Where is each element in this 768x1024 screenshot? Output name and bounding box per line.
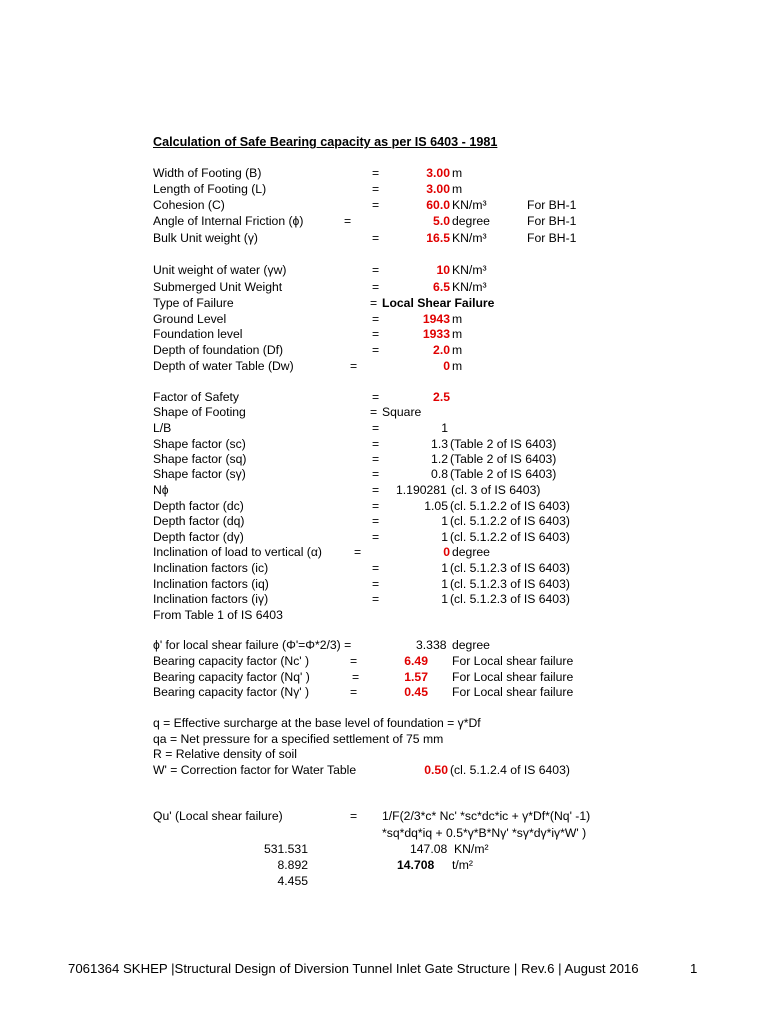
value-phi-prime: 3.338	[416, 638, 447, 652]
value-inclination-ig: 1	[441, 592, 448, 606]
definition-r: R = Relative density of soil	[153, 747, 297, 761]
value-n-phi: 1.190281	[396, 483, 447, 497]
unit: degree	[452, 545, 490, 559]
label-shape-sg: Shape factor (sγ)	[153, 467, 246, 481]
result-value: 8.892	[277, 858, 308, 872]
label-nq-prime: Bearing capacity factor (Nq' )	[153, 670, 310, 684]
eq: =	[344, 214, 352, 228]
page-title: Calculation of Safe Bearing capacity as per IS 6403 - 1981	[153, 135, 498, 149]
value-nc-prime: 6.49	[404, 654, 428, 668]
unit: KN/m³	[452, 231, 487, 245]
eq: =	[350, 809, 358, 823]
note: For BH-1	[527, 231, 577, 245]
value-angle: 5.0	[433, 214, 450, 228]
note: (cl. 5.1.2.2 of IS 6403)	[450, 499, 570, 513]
footer-text: 7061364 SKHEP |Structural Design of Diversion Tunnel Inlet Gate Structure | Rev.6 | August 2016	[68, 961, 639, 976]
unit: KN/m²	[454, 842, 489, 856]
value-shape-sg: 0.8	[431, 467, 448, 481]
eq: =	[372, 561, 380, 575]
note: (cl. 3 of IS 6403)	[451, 483, 541, 497]
eq: =	[372, 263, 380, 277]
note: (cl. 5.1.2.3 of IS 6403)	[450, 592, 570, 606]
eq: =	[372, 280, 380, 294]
value-inclination-load: 0	[443, 545, 450, 559]
unit: t/m²	[452, 858, 473, 872]
eq: =	[372, 231, 380, 245]
note: For Local shear failure	[452, 670, 574, 684]
note: (Table 2 of IS 6403)	[450, 452, 557, 466]
label-inclination-load: Inclination of load to vertical (α)	[153, 545, 322, 559]
label-shape-footing: Shape of Footing	[153, 405, 246, 419]
value-width: 3.00	[426, 166, 450, 180]
label-bulk-unit-weight: Bulk Unit weight (γ)	[153, 231, 258, 245]
eq: =	[372, 499, 380, 513]
note: For Local shear failure	[452, 685, 574, 699]
eq: =	[372, 577, 380, 591]
value-w-prime: 0.50	[424, 763, 448, 777]
label-depth-water-table: Depth of water Table (Dw)	[153, 359, 294, 373]
note: (Table 2 of IS 6403)	[450, 437, 557, 451]
value-failure-type: Local Shear Failure	[382, 296, 495, 310]
note: For Local shear failure	[452, 654, 574, 668]
result-value: 531.531	[263, 842, 308, 856]
value-inclination-ic: 1	[441, 561, 448, 575]
eq: =	[372, 182, 380, 196]
unit: degree	[452, 214, 490, 228]
value-foundation-level: 1933	[422, 327, 450, 341]
unit: m	[452, 327, 463, 341]
unit: m	[452, 166, 463, 180]
page-number: 1	[690, 961, 698, 976]
eq: =	[372, 592, 380, 606]
label-ng-prime: Bearing capacity factor (Nγ' )	[153, 685, 310, 699]
label-width: Width of Footing (B)	[153, 166, 262, 180]
unit: m	[452, 359, 463, 373]
unit: KN/m³	[452, 280, 487, 294]
label-ground-level: Ground Level	[153, 312, 227, 326]
label-shape-sq: Shape factor (sq)	[153, 452, 247, 466]
eq: =	[350, 685, 358, 699]
eq: =	[372, 312, 380, 326]
formula-line-2: *sq*dq*iq + 0.5*γ*B*Nγ' *sγ*dγ*iγ*W' )	[382, 826, 587, 840]
unit: m	[452, 182, 463, 196]
label-water-weight: Unit weight of water (γw)	[153, 263, 287, 277]
formula-line-1: 1/F(2/3*c* Nc' *sc*dc*ic + γ*Df*(Nq' -1)	[382, 809, 591, 823]
eq: =	[372, 166, 380, 180]
note: (cl. 5.1.2.3 of IS 6403)	[450, 561, 570, 575]
value-water-weight: 10	[436, 263, 450, 277]
value-submerged: 6.5	[433, 280, 450, 294]
unit: degree	[452, 638, 490, 652]
note: (cl. 5.1.2.2 of IS 6403)	[450, 530, 570, 544]
eq: =	[350, 654, 358, 668]
unit: m	[452, 312, 463, 326]
eq: =	[354, 545, 362, 559]
note: For BH-1	[527, 198, 577, 212]
label-cohesion: Cohesion (C)	[153, 198, 225, 212]
label-inclination-ig: Inclination factors (iγ)	[153, 592, 269, 606]
eq: =	[372, 437, 380, 451]
result-tonne: 14.708	[397, 858, 435, 872]
label-inclination-ic: Inclination factors (ic)	[153, 561, 269, 575]
eq: =	[372, 530, 380, 544]
value-depth-dq: 1	[441, 514, 448, 528]
label-inclination-iq: Inclination factors (iq)	[153, 577, 269, 591]
result-kn: 147.08	[410, 842, 448, 856]
value-inclination-iq: 1	[441, 577, 448, 591]
label-depth-foundation: Depth of foundation (Df)	[153, 343, 284, 357]
eq: =	[372, 467, 380, 481]
label-from-table: From Table 1 of IS 6403	[153, 608, 283, 622]
value-depth-water-table: 0	[443, 359, 450, 373]
note: (cl. 5.1.2.3 of IS 6403)	[450, 577, 570, 591]
eq: =	[372, 421, 380, 435]
label-angle: Angle of Internal Friction (ϕ)	[153, 214, 304, 228]
label-length: Length of Footing (L)	[153, 182, 267, 196]
result-value: 4.455	[277, 874, 308, 888]
eq: =	[352, 670, 360, 684]
eq: =	[372, 327, 380, 341]
value-factor-safety: 2.5	[433, 390, 450, 404]
unit: m	[452, 343, 463, 357]
definition-w: W' = Correction factor for Water Table	[153, 763, 357, 777]
note: (Table 2 of IS 6403)	[450, 467, 557, 481]
definition-qa: qa = Net pressure for a specified settlement of 75 mm	[153, 732, 444, 746]
value-ng-prime: 0.45	[404, 685, 428, 699]
eq: =	[372, 483, 380, 497]
note: For BH-1	[527, 214, 577, 228]
label-phi-prime: ϕ' for local shear failure (Φ'=Φ*2/3) =	[153, 638, 352, 652]
value-depth-dg: 1	[441, 530, 448, 544]
label-depth-dg: Depth factor (dγ)	[153, 530, 244, 544]
value-shape-sc: 1.3	[431, 437, 448, 451]
label-lb: L/B	[153, 421, 172, 435]
definition-q: q = Effective surcharge at the base level of foundation = γ*Df	[153, 716, 481, 730]
label-depth-dc: Depth factor (dc)	[153, 499, 244, 513]
value-depth-dc: 1.05	[424, 499, 448, 513]
eq: =	[372, 343, 380, 357]
value-length: 3.00	[426, 182, 450, 196]
value-lb: 1	[441, 421, 448, 435]
value-shape-footing: Square	[382, 405, 422, 419]
note: (cl. 5.1.2.2 of IS 6403)	[450, 514, 570, 528]
value-shape-sq: 1.2	[431, 452, 448, 466]
label-n-phi: Nϕ	[153, 483, 169, 497]
label-foundation-level: Foundation level	[153, 327, 243, 341]
note: (cl. 5.1.2.4 of IS 6403)	[450, 763, 570, 777]
value-depth-foundation: 2.0	[433, 343, 450, 357]
label-factor-safety: Factor of Safety	[153, 390, 240, 404]
label-failure-type: Type of Failure	[153, 296, 234, 310]
label-qu-prime: Qu' (Local shear failure)	[153, 809, 283, 823]
eq: =	[372, 514, 380, 528]
eq: =	[350, 359, 358, 373]
eq: =	[372, 198, 380, 212]
label-nc-prime: Bearing capacity factor (Nc' )	[153, 654, 310, 668]
eq: =	[370, 296, 378, 310]
value-nq-prime: 1.57	[404, 670, 428, 684]
value-ground-level: 1943	[422, 312, 450, 326]
label-submerged: Submerged Unit Weight	[153, 280, 283, 294]
label-shape-sc: Shape factor (sc)	[153, 437, 246, 451]
eq: =	[370, 405, 378, 419]
eq: =	[372, 390, 380, 404]
unit: KN/m³	[452, 198, 487, 212]
value-cohesion: 60.0	[426, 198, 450, 212]
unit: KN/m³	[452, 263, 487, 277]
value-bulk-unit-weight: 16.5	[426, 231, 450, 245]
label-depth-dq: Depth factor (dq)	[153, 514, 245, 528]
eq: =	[372, 452, 380, 466]
